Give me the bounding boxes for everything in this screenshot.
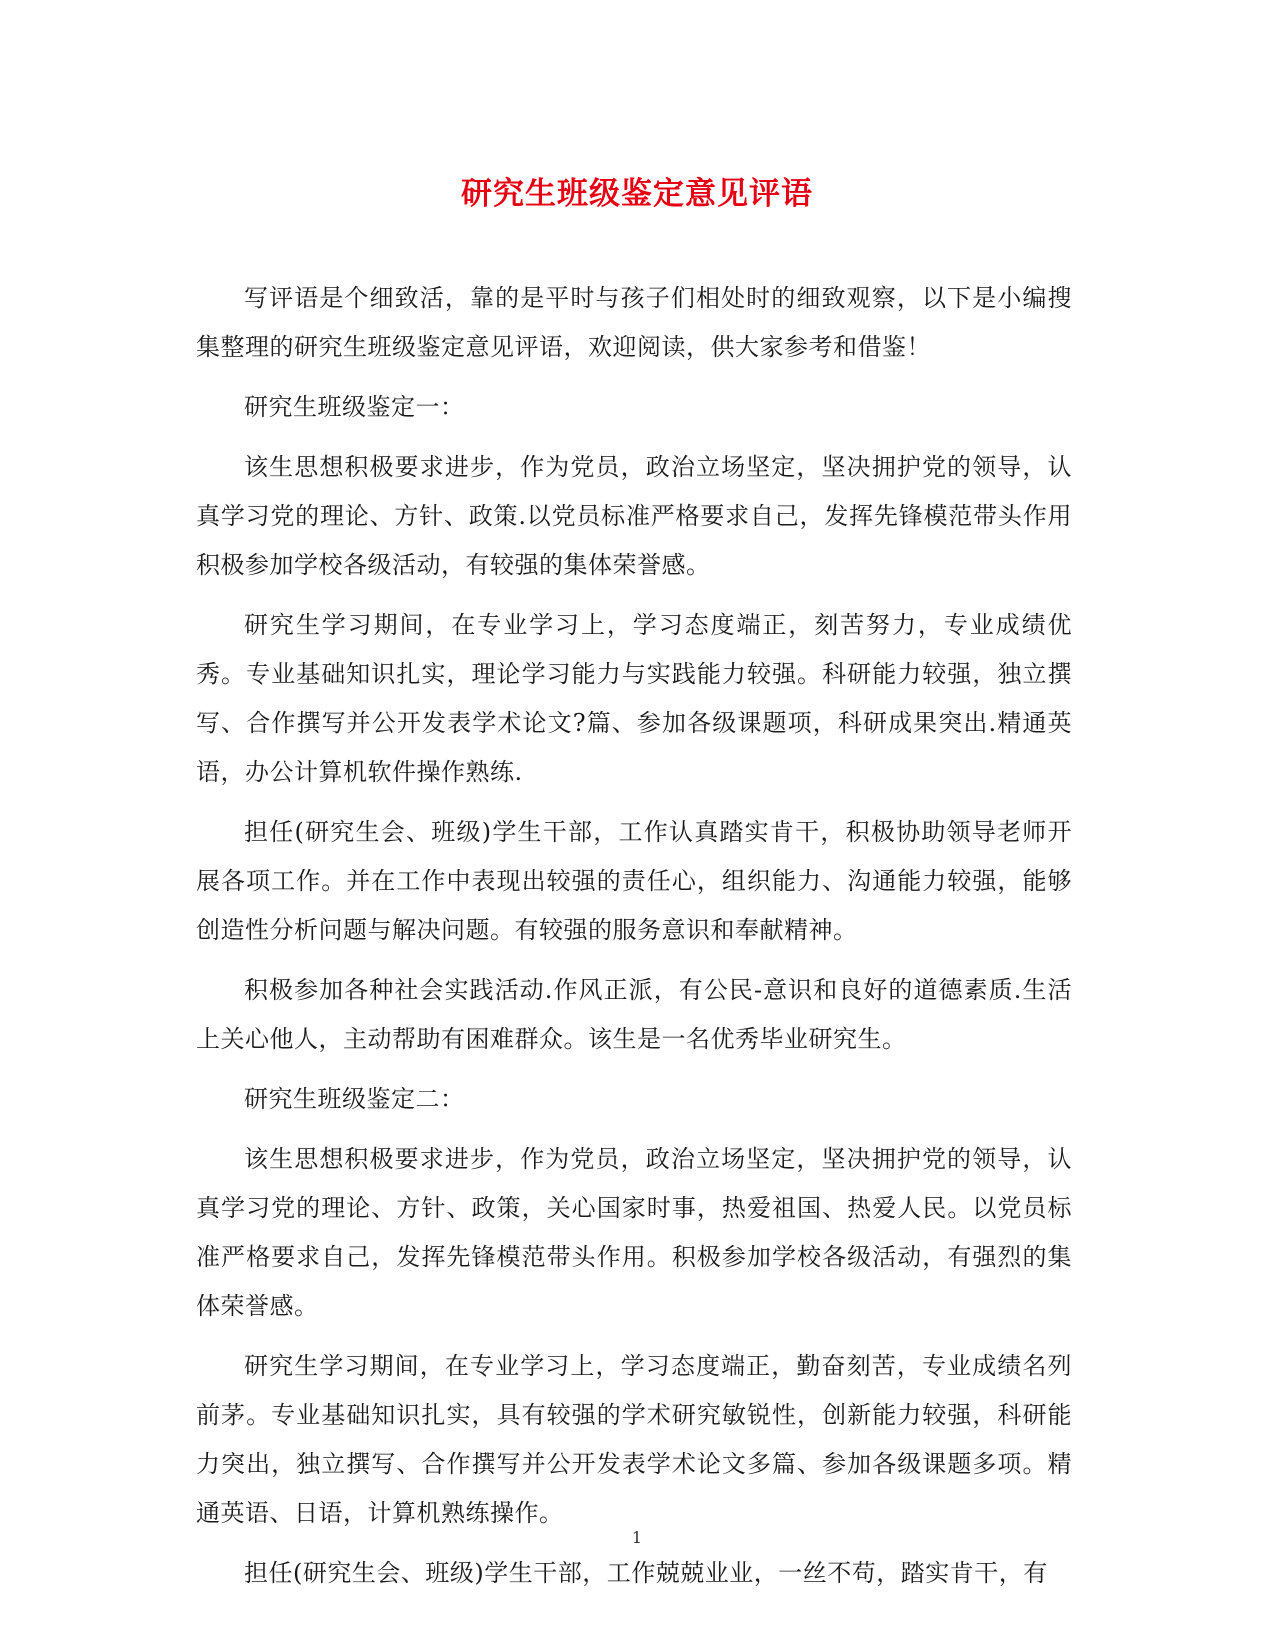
document-title: 研究生班级鉴定意见评语 <box>461 176 813 212</box>
page-number: 1 <box>631 1528 643 1547</box>
paragraph: 担任(研究生会、班级)学生干部，工作认真踏实肯干，积极协助领导老师开展各项工作。并在工作中表现出较强的责任心，组织能力、沟通能力较强，能够创造性分析问题与解决问题。有较强的服务意识和奉献精神。 <box>196 818 1072 944</box>
paragraph: 研究生学习期间，在专业学习上，学习态度端正，刻苦努力，专业成绩优秀。专业基础知识扎实，理论学习能力与实践能力较强。科研能力较强，独立撰写、合作撰写并公开发表学术论文?篇、参加各级课题项，科研成果突出.精通英语，办公计算机软件操作熟练. <box>196 611 1072 786</box>
paragraph: 该生思想积极要求进步，作为党员，政治立场坚定，坚决拥护党的领导，认真学习党的理论、方针、政策，关心国家时事，热爱祖国、热爱人民。以党员标准严格要求自己，发挥先锋模范带头作用。积极参加学校各级活动，有强烈的集体荣誉感。 <box>196 1145 1072 1320</box>
document-body <box>196 274 1072 1609</box>
paragraph: 该生思想积极要求进步，作为党员，政治立场坚定，坚决拥护党的领导，认真学习党的理论、方针、政策.以党员标准严格要求自己，发挥先锋模范带头作用积极参加学校各级活动，有较强的集体荣誉感。 <box>196 453 1072 579</box>
paragraph-intro: 写评语是个细致活，靠的是平时与孩子们相处时的细致观察，以下是小编搜集整理的研究生班级鉴定意见评语，欢迎阅读，供大家参考和借鉴！ <box>196 284 1072 361</box>
paragraph: 担任(研究生会、班级)学生干部，工作兢兢业业，一丝不苟，踏实肯干，有 <box>244 1559 1048 1587</box>
paragraph: 研究生学习期间，在专业学习上，学习态度端正，勤奋刻苦，专业成绩名列前茅。专业基础知识扎实，具有较强的学术研究敏锐性，创新能力较强，科研能力突出，独立撰写、合作撰写并公开发表学术论文多篇、参加各级课题多项。精通英语、日语，计算机熟练操作。 <box>196 1352 1072 1527</box>
section-heading-1: 研究生班级鉴定一： <box>244 393 465 421</box>
paragraph: 积极参加各种社会实践活动.作风正派，有公民-意识和良好的道德素质.生活上关心他人，主动帮助有困难群众。该生是一名优秀毕业研究生。 <box>196 976 1072 1053</box>
section-heading-2: 研究生班级鉴定二： <box>244 1085 465 1113</box>
